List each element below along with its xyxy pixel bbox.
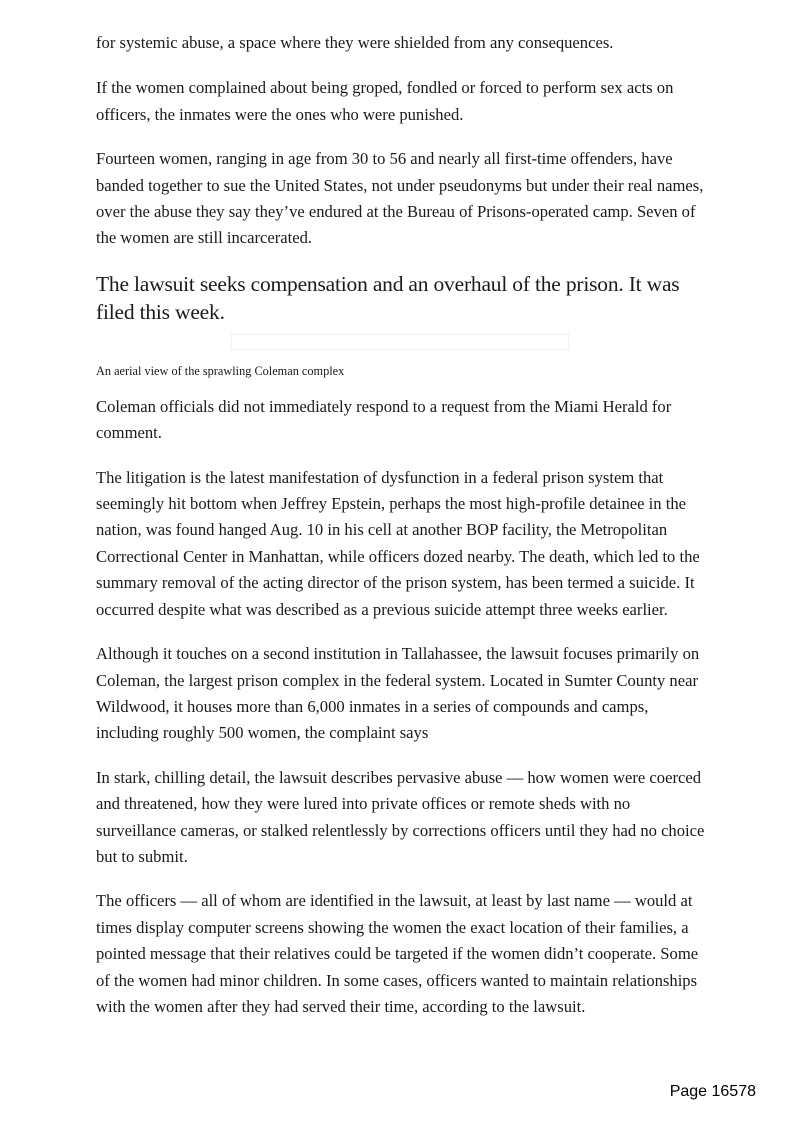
page-number: Page 16578 [669,1083,756,1100]
article-paragraph: Coleman officials did not immediately respond to a request from the Miami Herald for comment. [96,396,672,443]
article-subhead: The lawsuit seeks compensation and an overhaul of the prison. It was filed this week. [96,271,680,324]
article-image [231,334,569,350]
article-paragraph: The litigation is the latest manifestation of dysfunction in a federal prison system that seemingly hit bottom when Jeffrey Epstein, perhaps the most high-profile detainee in the nation, was found hanged Aug. 10 in his cell at another BOP facility, the Metropolitan Correctional Center in Manhattan, while officers dozed nearby. The death, which led to the summary removal of the acting director of the prison system, has been termed a suicide. It occurred despite what was described as a previous suicide attempt three weeks earlier. [96,467,700,619]
article-paragraph: In stark, chilling detail, the lawsuit describes pervasive abuse — how women were coerced and threatened, how they were lured into private offices or remote sheds with no surveillance cameras, or stalked relentlessly by corrections officers until they had no choice but to submit. [96,767,705,866]
article-body [96,30,708,1038]
article-paragraph: Fourteen women, ranging in age from 30 to 56 and nearly all first-time offenders, have banded together to sue the United States, not under pseudonyms but under their real names, over the abuse they say they’ve endured at the Bureau of Prisons-operated camp. Seven of the women are still incarcerated. [96,149,704,248]
article-paragraph: If the women complained about being groped, fondled or forced to perform sex acts on officers, the inmates were the ones who were punished. [96,78,674,124]
image-caption: An aerial view of the sprawling Coleman complex [96,363,345,378]
article-paragraph: for systemic abuse, a space where they were shielded from any consequences. [96,33,614,52]
article-paragraph: Although it touches on a second institution in Tallahassee, the lawsuit focuses primarily on Coleman, the largest prison complex in the federal system. Located in Sumter County near Wildwood, it houses more than 6,000 inmates in a series of compounds and camps, including roughly 500 women, the complaint says [96,644,700,743]
article-paragraph: The officers — all of whom are identified in the lawsuit, at least by last name — would at times display computer screens showing the women the exact location of their families, a pointed message that their relatives could be targeted if the women didn’t cooperate. Some of the women had minor children. In some cases, officers wanted to maintain relationships with the women after they had served their time, according to the lawsuit. [96,891,699,1016]
